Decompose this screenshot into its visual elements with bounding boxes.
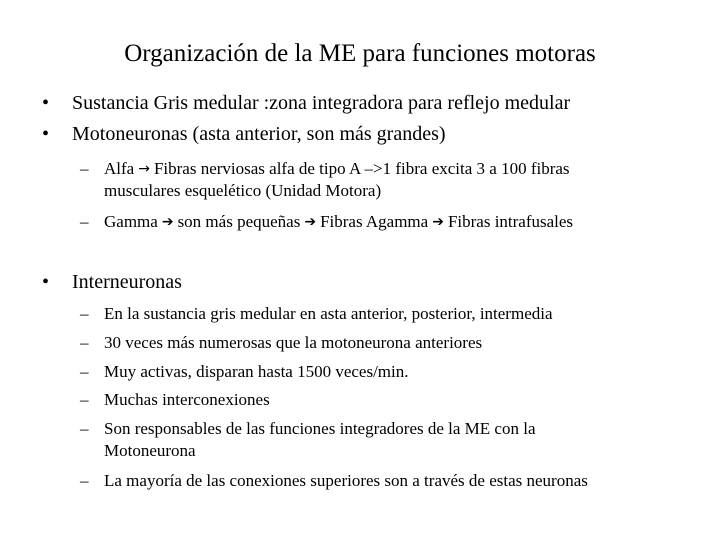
- bold-arrow-right-icon: ➔: [304, 214, 317, 230]
- dash-marker: –: [80, 419, 89, 438]
- interneuronas-item-text: La mayoría de las conexiones superiores son a través de estas neuronas: [104, 471, 588, 490]
- interneuronas-item-text: En la sustancia gris medular en asta anterior, posterior, intermedia: [104, 304, 553, 323]
- bullet-marker: •: [42, 271, 50, 293]
- dash-marker: –: [80, 159, 89, 178]
- bullet-marker: •: [42, 92, 50, 114]
- interneuronas-item-text: Muy activas, disparan hasta 1500 veces/min.: [104, 362, 409, 381]
- alfa-label: Alfa: [104, 159, 135, 178]
- bullet-text: Motoneuronas (asta anterior, son más grandes): [72, 123, 446, 145]
- dash-marker: –: [80, 212, 89, 231]
- gamma-label: Gamma: [104, 212, 158, 231]
- arrow-right-icon: →: [138, 161, 150, 177]
- dash-marker: –: [80, 362, 89, 381]
- bold-arrow-right-icon: ➔: [432, 214, 444, 230]
- interneuronas-item-text-line2: Motoneurona: [104, 441, 196, 460]
- dash-marker: –: [80, 333, 89, 352]
- subitem-alfa-text: [104, 158, 570, 180]
- gamma-intrafusal: Fibras intrafusales: [447, 212, 574, 231]
- interneuronas-item-continuation: [104, 440, 196, 461]
- gamma-size: son más pequeñas: [177, 212, 301, 231]
- interneuronas-item-text: Muchas interconexiones: [104, 390, 270, 409]
- alfa-description: Fibras nerviosas alfa de tipo A –>1 fibra excita 3 a 100 fibras: [153, 159, 570, 178]
- bullet-marker: •: [42, 123, 50, 145]
- alfa-description-line2: musculares esquelético (Unidad Motora): [104, 181, 382, 200]
- bullet-text: Sustancia Gris medular :zona integradora para reflejo medular: [72, 92, 571, 114]
- subitem-gamma-text: [104, 211, 573, 233]
- slide-title: Organización de la ME para funciones motoras: [124, 40, 596, 67]
- bullet-text: Interneuronas: [72, 271, 182, 293]
- interneuronas-item-text: 30 veces más numerosas que la motoneurona anteriores: [104, 333, 483, 352]
- dash-marker: –: [80, 304, 89, 323]
- dash-marker: –: [80, 390, 89, 409]
- subitem-alfa-continuation: [104, 180, 381, 201]
- dash-marker: –: [80, 471, 89, 490]
- interneuronas-item-text: Son responsables de las funciones integradores de la ME con la: [104, 419, 536, 438]
- bold-arrow-right-icon: ➔: [161, 214, 174, 230]
- gamma-fibers: Fibras Agamma: [320, 212, 429, 231]
